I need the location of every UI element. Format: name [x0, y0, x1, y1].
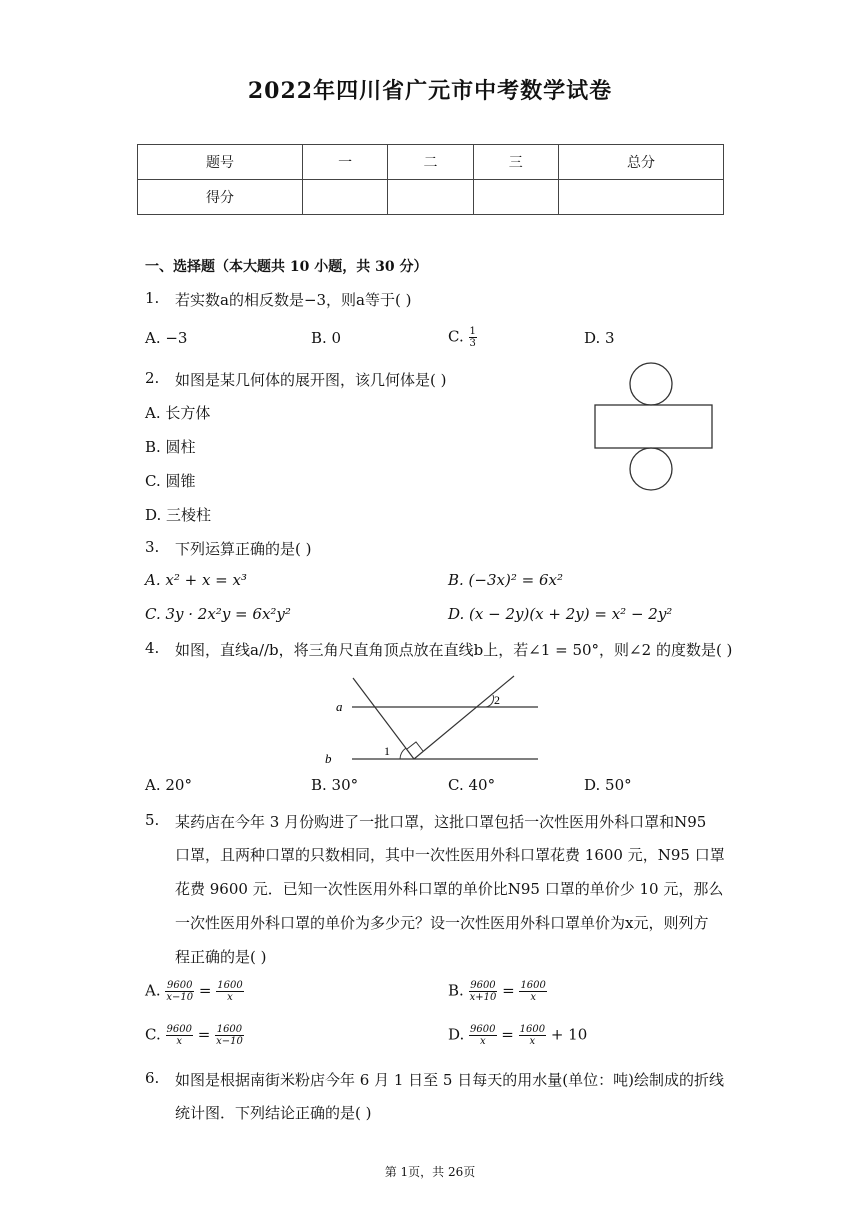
table-cell	[388, 180, 473, 215]
question-number: 6.	[145, 1069, 160, 1087]
table-row	[138, 180, 724, 215]
question-number: 1.	[145, 289, 160, 307]
option-c: C. $\frac{9600}{x}$ = $\frac{1600}{x-10}$	[145, 1024, 243, 1047]
option-a: A. 长方体	[145, 404, 211, 422]
page-footer: 第 1页，共 26页	[384, 1165, 476, 1179]
option-prefix: A.	[145, 981, 161, 1000]
option-c	[448, 326, 477, 349]
option-b: B. (−3x)² = 6x²	[448, 571, 563, 589]
triangle-leg-right	[414, 676, 514, 759]
question-stem: 若实数a的相反数是−3，则a等于( )	[175, 291, 412, 309]
question-line: 如图是根据南街米粉店今年 6 月 1 日至 5 日每天的用水量(单位：吨)绘制成的折线	[175, 1071, 724, 1089]
fraction	[519, 1024, 546, 1047]
option-prefix: B.	[448, 981, 464, 1000]
numerator: 9600	[167, 980, 193, 991]
fraction	[469, 326, 477, 349]
question-line: 一次性医用外科口罩的单价为多少元？设一次性医用外科口罩单价为x元，则列方	[175, 914, 709, 932]
fraction	[165, 980, 194, 1003]
option-a: A. −3	[145, 329, 188, 347]
label-b: b	[325, 751, 332, 766]
question-number: 2.	[145, 369, 160, 387]
fraction	[216, 980, 243, 1003]
denominator: x−10	[166, 992, 194, 1003]
right-angle-mark	[407, 742, 423, 751]
label-a: a	[336, 699, 343, 714]
question-line: 统计图．下列结论正确的是( )	[175, 1104, 372, 1122]
denominator: x	[530, 992, 536, 1003]
label-angle2: 2	[494, 693, 500, 707]
table-cell	[473, 180, 558, 215]
option-d: D. $\frac{9600}{x}$ = $\frac{1600}{x}$ + 10	[448, 1024, 588, 1047]
option-d: D. (x − 2y)(x + 2y) = x² − 2y²	[448, 605, 673, 623]
question-number: 5.	[145, 811, 160, 829]
option-b: B. 30°	[311, 776, 359, 794]
fraction	[519, 980, 546, 1003]
fraction	[469, 980, 498, 1003]
angle1-arc	[400, 748, 406, 759]
table-header-cell: 一	[302, 145, 387, 180]
fraction	[166, 1024, 193, 1047]
denominator: x	[479, 1036, 486, 1047]
question-number: 3.	[145, 538, 160, 556]
option-b: B. 圆柱	[145, 438, 196, 456]
denominator: x	[227, 992, 233, 1003]
fraction	[215, 1024, 244, 1047]
question-line: 花费 9600 元．已知一次性医用外科口罩的单价比N95 口罩的单价少 10 元，那么	[175, 880, 724, 898]
numerator: 1600	[217, 980, 243, 991]
denominator: x−10	[216, 1036, 243, 1047]
score-table	[137, 144, 724, 215]
question-stem: 下列运算正确的是( )	[175, 540, 312, 558]
question-number: 4.	[145, 639, 160, 657]
lateral-rectangle	[595, 405, 712, 448]
bottom-circle	[630, 448, 672, 490]
parallel-lines-figure	[320, 668, 545, 768]
denominator: x	[176, 1036, 183, 1047]
option-prefix: C.	[448, 327, 464, 346]
numerator: 1600	[216, 1024, 243, 1035]
option-a: A. 20°	[145, 776, 192, 794]
table-row-label: 得分	[138, 180, 303, 215]
section-heading: 一、选择题（本大题共 10 小题，共 30 分）	[145, 259, 428, 275]
option-prefix: C.	[145, 1025, 161, 1044]
fraction	[469, 1024, 496, 1047]
numerator: 9600	[470, 980, 496, 991]
numerator: 1600	[520, 980, 546, 991]
option-d: D. 3	[584, 329, 615, 347]
option-c: C. 40°	[448, 776, 496, 794]
numerator: 1600	[519, 1024, 546, 1035]
label-angle1: 1	[384, 744, 390, 758]
option-c: C. 圆锥	[145, 472, 196, 490]
table-header-cell: 三	[473, 145, 558, 180]
numerator: 9600	[166, 1024, 192, 1035]
top-circle	[630, 363, 672, 405]
numerator: 9600	[470, 1024, 496, 1035]
option-c: C. 3y · 2x²y = 6x²y²	[145, 605, 291, 623]
table-header-cell: 题号	[138, 145, 303, 180]
question-stem: 如图是某几何体的展开图，该几何体是( )	[175, 371, 447, 389]
table-row	[138, 145, 724, 180]
question-line: 某药店在今年 3 月份购进了一批口罩，这批口罩包括一次性医用外科口罩和N95	[175, 813, 707, 831]
option-d: D. 50°	[584, 776, 632, 794]
table-cell	[558, 180, 723, 215]
denominator: x	[529, 1036, 536, 1047]
equation-tail: + 10	[550, 1025, 588, 1044]
option-d: D. 三棱柱	[145, 506, 212, 524]
denominator: x+10	[469, 992, 497, 1003]
option-a: A. $\frac{9600}{x-10}$ = $\frac{1600}{x}$	[145, 980, 243, 1003]
question-line: 口罩，且两种口罩的只数相同，其中一次性医用外科口罩花费 1600 元，N95 口罩	[175, 846, 725, 864]
cylinder-net-figure	[590, 360, 720, 495]
table-header-cell: 总分	[558, 145, 723, 180]
numerator: 1	[469, 326, 476, 337]
denominator: 3	[469, 338, 476, 349]
option-prefix: D.	[448, 1025, 465, 1044]
question-line: 程正确的是( )	[175, 948, 267, 966]
option-b: B. 0	[311, 329, 342, 347]
table-cell	[302, 180, 387, 215]
option-b: B. $\frac{9600}{x+10}$ = $\frac{1600}{x}$	[448, 980, 546, 1003]
question-stem: 如图，直线a//b，将三角尺直角顶点放在直线b上，若∠1 = 50°，则∠2 的度数是( )	[175, 641, 733, 659]
table-header-cell: 二	[388, 145, 473, 180]
option-a: A. x² + x = x³	[145, 571, 247, 589]
page-title: 2022年四川省广元市中考数学试卷	[247, 78, 613, 104]
